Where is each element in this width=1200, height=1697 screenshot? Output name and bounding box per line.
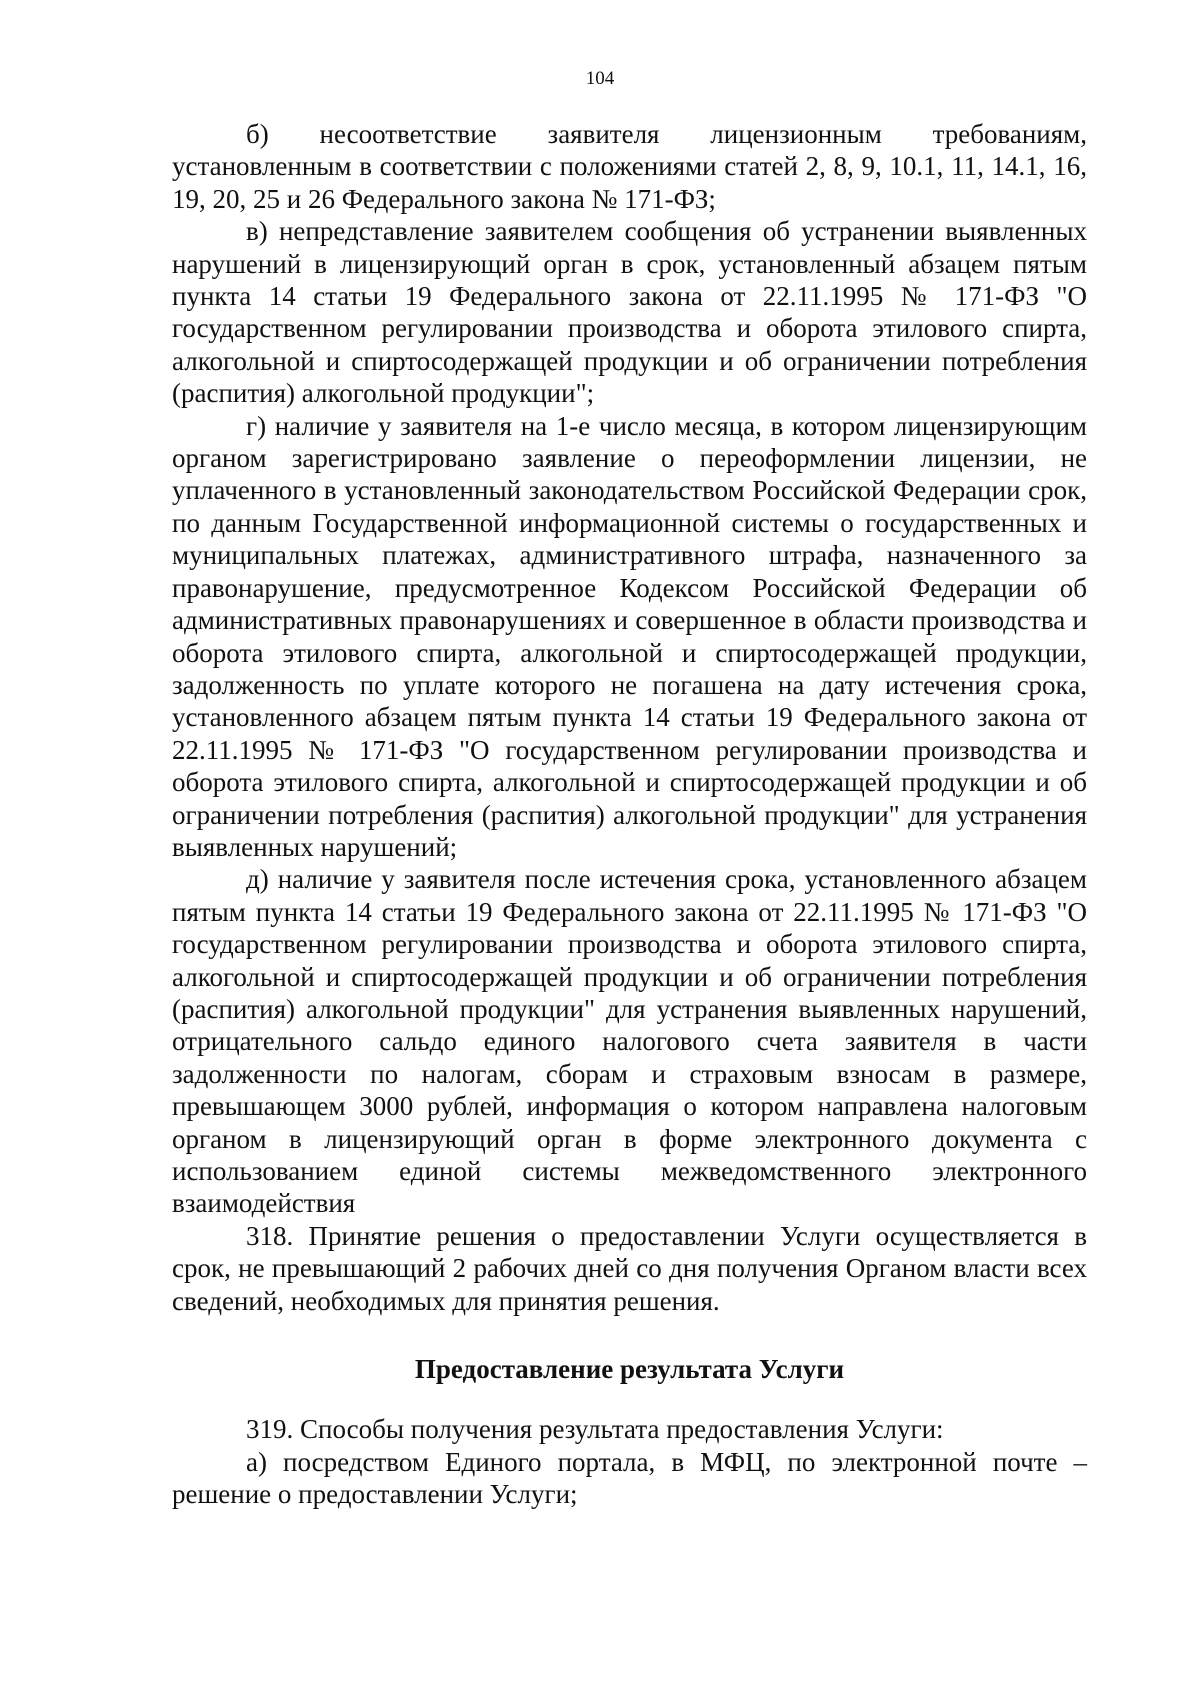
paragraph-319-result-methods: 319. Способы получения результата предоставления Услуги:	[246, 1414, 944, 1445]
paragraph-b-noncompliance: б) несоответствие заявителя лицензионным требованиям, установленным в соответствии с положениями статей 2, 8, 9, 10.1, 11, 14.1, 16, 19, 20, 25 и 26 Федерального закона № 171-ФЗ;	[172, 119, 1087, 214]
paragraph-g-unpaid-fine: г) наличие у заявителя на 1-е число месяца, в котором лицензирующим органом зарегистрировано заявление о переоформлении лицензии, не уплаченного в установленный законодательством Российской Федерации срок, по данным Государственной информационной системы о государственных и муниципальных платежах, административного штрафа, назначенного за правонарушение, предусмотренное Кодексом Российской Федерации об административных правонарушениях и совершенное в области производства и оборота этилового спирта, алкогольной и спиртосодержащей продукции, задолженность по уплате которого не погашена на дату истечения срока, установленного абзацем пятым пункта 14 статьи 19 Федерального закона от 22.11.1995 № 171-ФЗ "О государственном регулировании производства и оборота этилового спирта, алкогольной и спиртосодержащей продукции и об ограничении потребления (распития) алкогольной продукции" для устранения выявленных нарушений;	[172, 410, 1087, 862]
paragraph-a-result-channels: а) посредством Единого портала, в МФЦ, по электронной почте – решение о предоставлении Услуги;	[172, 1446, 1087, 1510]
paragraph-v-no-report: в) непредставление заявителем сообщения об устранении выявленных нарушений в лицензирующий орган в срок, установленный абзацем пятым пункта 14 статьи 19 Федерального закона от 22.11.1995 № 171-ФЗ "О государственном регулировании производства и оборота этилового спирта, алкогольной и спиртосодержащей продукции и об ограничении потребления (распития) алкогольной продукции";	[172, 216, 1087, 409]
page-number: 104	[585, 68, 615, 89]
paragraph-318-decision-term: 318. Принятие решения о предоставлении Услуги осуществляется в срок, не превышающий 2 рабочих дней со дня получения Органом власти всех сведений, необходимых для принятия решения.	[172, 1220, 1087, 1316]
section-heading: Предоставление результата Услуги	[414, 1354, 845, 1385]
document-body	[172, 118, 1087, 1511]
paragraph-d-negative-balance: д) наличие у заявителя после истечения срока, установленного абзацем пятым пункта 14 статьи 19 Федерального закона от 22.11.1995 № 171-ФЗ "О государственном регулировании производства и оборота этилового спирта, алкогольной и спиртосодержащей продукции и об ограничении потребления (распития) алкогольной продукции" для устранения выявленных нарушений, отрицательного сальдо единого налогового счета заявителя в части задолженности по налогам, сборам и страховым взносам в размере, превышающем 3000 рублей, информация о котором направлена налоговым органом в лицензирующий орган в форме электронного документа с использованием единой системы межведомственного электронного взаимодействия	[172, 864, 1087, 1219]
